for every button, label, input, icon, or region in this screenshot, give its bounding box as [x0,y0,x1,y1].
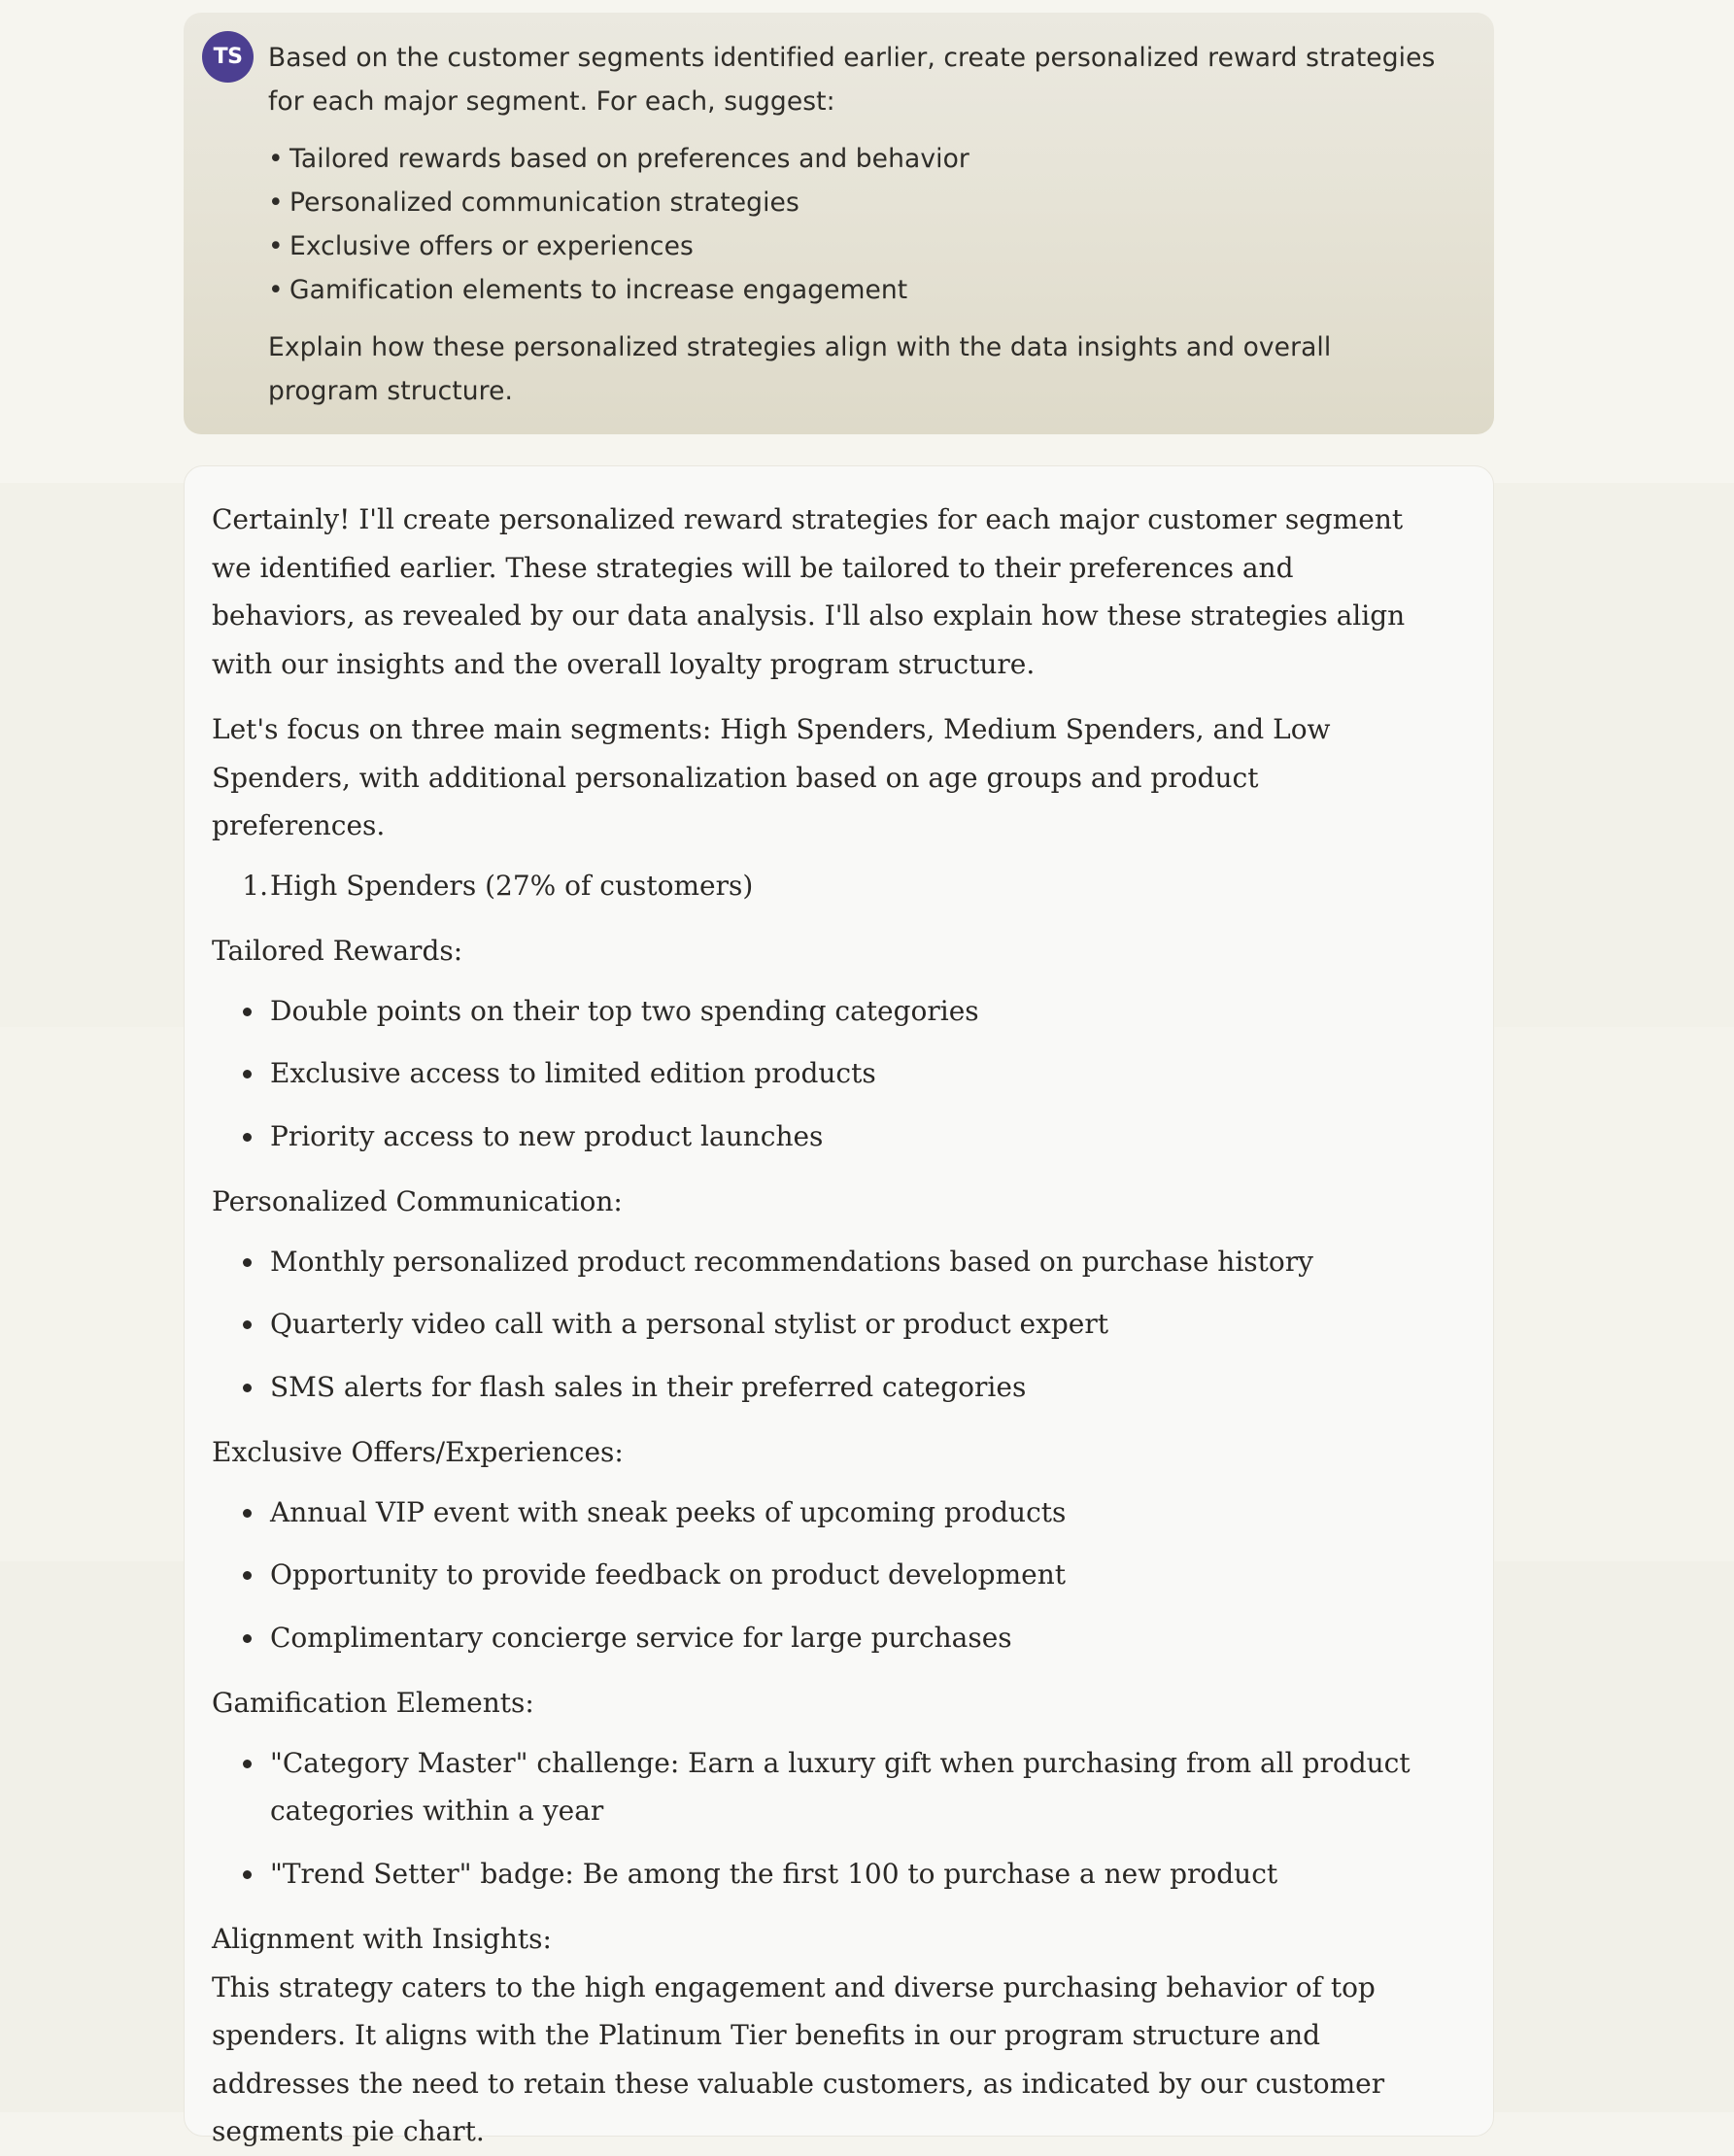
list-item [212,1300,1415,1349]
bullet-icon [212,1614,270,1662]
bullet-icon [212,1300,270,1349]
list-item [212,1238,1415,1286]
list-item-text: Exclusive offers or experiences [289,231,694,261]
section-label: Exclusive Offers/Experiences: [212,1436,624,1468]
section-list [212,987,1415,1161]
section-list [212,1238,1415,1412]
section-label: Personalized Communication: [212,1185,623,1217]
list-item [268,137,1436,181]
user-message-list [268,137,1436,312]
list-item [268,224,1436,268]
list-item-text: SMS alerts for flash sales in their preferred categories [270,1370,1027,1403]
segment-title: High Spenders (27% of customers) [270,869,754,902]
list-item [268,268,1436,312]
segment-number: 1. [242,869,268,902]
segment-heading [212,862,1415,910]
alignment-label: Alignment with Insights: [212,1923,552,1955]
list-item-text: Complimentary concierge service for large purchases [270,1621,1012,1654]
list-item [212,987,1415,1036]
bullet-icon [212,1850,270,1899]
user-message-intro: Based on the customer segments identified earlier, create personalized reward strategies for each major segment. For each, suggest: [268,43,1436,117]
assistant-focus: Let's focus on three main segments: High Spenders, Medium Spenders, and Low Spenders, with additional personalization based on age groups and product preferences. [212,713,1331,841]
user-avatar[interactable]: TS [202,31,254,83]
bullet-icon [212,1489,270,1537]
user-message-text [268,36,1436,413]
user-message-outro: Explain how these personalized strategies align with the data insights and overall program structure. [268,332,1332,406]
bullet-icon: • [268,144,284,174]
list-item-text: Tailored rewards based on preferences and behavior [289,144,969,174]
list-item-text: "Category Master" challenge: Earn a luxury gift when purchasing from all product categories within a year [270,1746,1411,1827]
list-item [212,1739,1415,1835]
bullet-icon: • [268,275,284,305]
list-item-text: Double points on their top two spending categories [270,994,979,1027]
bullet-icon: • [268,188,284,218]
list-item [212,1551,1415,1599]
bullet-icon [212,1363,270,1412]
list-item [212,1850,1415,1899]
list-item-text: Monthly personalized product recommendations based on purchase history [270,1245,1313,1278]
list-item [212,1112,1415,1161]
bullet-icon [212,1112,270,1161]
list-item-text: Exclusive access to limited edition products [270,1057,876,1089]
list-item-text: Gamification elements to increase engagement [289,275,908,305]
bullet-icon [212,987,270,1036]
list-item-text: Quarterly video call with a personal stylist or product expert [270,1308,1109,1340]
user-message [184,13,1494,434]
list-item-text: "Trend Setter" badge: Be among the first 100 to purchase a new product [270,1857,1278,1890]
assistant-message [184,465,1494,2147]
bullet-icon [212,1739,270,1835]
section-label: Gamification Elements: [212,1687,534,1719]
list-item-text: Annual VIP event with sneak peeks of upcoming products [270,1495,1067,1528]
section-list [212,1489,1415,1662]
list-item [268,181,1436,224]
alignment-text: This strategy caters to the high engagement and diverse purchasing behavior of top spenders. It aligns with the Platinum Tier benefits in our program structure and addresses the need to retain these valuable customers, as indicated by our customer segments pie chart. [212,1970,1385,2147]
bullet-icon [212,1551,270,1599]
list-item-text: Priority access to new product launches [270,1119,824,1152]
list-item-text: Personalized communication strategies [289,188,799,218]
section-label: Tailored Rewards: [212,935,463,967]
list-item [212,1614,1415,1662]
assistant-intro: Certainly! I'll create personalized reward strategies for each major customer segment we identified earlier. These strategies will be tailored to their preferences and behaviors, as revealed by our data analysis. I'll also explain how these strategies align with our insights and the overall loyalty program structure. [212,503,1406,680]
list-item-text: Opportunity to provide feedback on product development [270,1558,1066,1591]
bullet-icon [212,1049,270,1098]
list-item [212,1049,1415,1098]
section-list [212,1739,1415,1899]
list-item [212,1363,1415,1412]
list-item [212,1489,1415,1537]
bullet-icon: • [268,231,284,261]
bullet-icon [212,1238,270,1286]
